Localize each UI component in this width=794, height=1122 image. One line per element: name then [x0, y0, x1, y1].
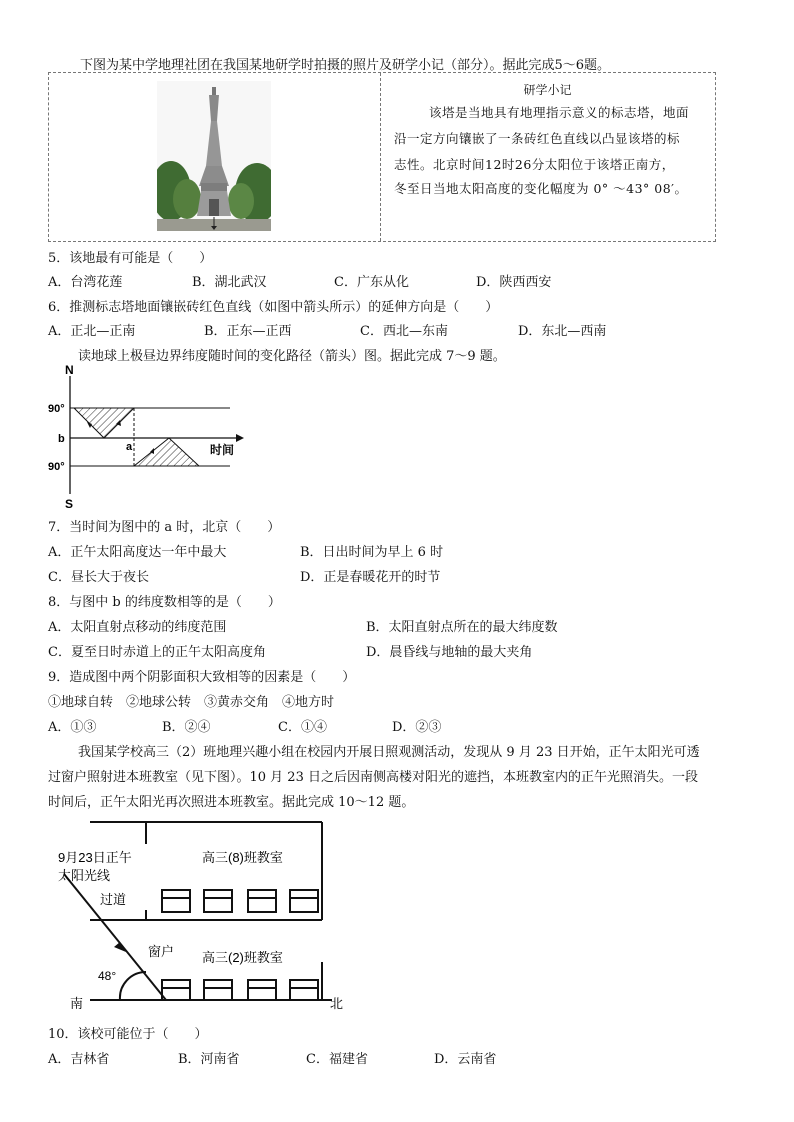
q10-stem: 10．该校可能位于（ ）	[48, 1027, 208, 1042]
fig1-a-label: a	[126, 441, 133, 453]
intro-3-line-2: 过窗户照射进本班教室（见下图）。10 月 23 日之后因南侧高楼对阳光的遮挡，本班教室内的正午光照消失。一段	[48, 770, 698, 785]
fig2-class2-label: 高三(2)班教室	[202, 950, 283, 965]
q6-option-b: B．正东—正西	[204, 324, 292, 339]
q7-option-b: B．日出时间为早上 6 时	[300, 545, 444, 560]
fig2-sun-label-1: 9月23日正午	[58, 850, 132, 865]
fig2-corridor-label: 过道	[100, 892, 127, 907]
study-note-box	[48, 72, 716, 242]
intro-text-1: 下图为某中学地理社团在我国某地研学时拍摄的照片及研学小记（部分）。据此完成5～6题。	[80, 58, 611, 73]
note-title: 研学小记	[523, 83, 572, 97]
q9-option-a: A．①③	[48, 720, 97, 735]
q8-option-b: B．太阳直射点所在的最大纬度数	[366, 620, 558, 635]
q7-option-c: C．昼长大于夜长	[48, 570, 149, 585]
q5-option-b: B．湖北武汉	[192, 275, 267, 290]
fig1-top-90-label: 90°	[48, 403, 65, 415]
fig2-sun-label-2: 太阳光线	[58, 868, 111, 883]
q10-option-c: C．福建省	[306, 1052, 368, 1067]
q6-option-d: D．东北—西南	[518, 324, 607, 339]
q9-factors: ①地球自转 ②地球公转 ③黄赤交角 ④地方时	[48, 695, 335, 710]
q9-option-d: D．②③	[392, 720, 442, 735]
polar-day-diagram	[44, 362, 254, 512]
q10-option-b: B．河南省	[178, 1052, 240, 1067]
note-line-2: 沿一定方向镶嵌了一条砖红色直线以凸显该塔的标	[394, 131, 681, 146]
intro-3-line-1: 我国某学校高三（2）班地理兴趣小组在校园内开展日照观测活动，发现从 9 月 23 日开始，正午太阳光可透	[78, 745, 700, 760]
q6-option-a: A．正北—正南	[48, 324, 136, 339]
q8-option-a: A．太阳直射点移动的纬度范围	[48, 620, 227, 635]
q7-option-d: D．正是春暖花开的时节	[300, 570, 441, 585]
intro-3-line-3: 时间后，正午太阳光再次照进本班教室。据此完成 10～12 题。	[48, 795, 415, 810]
q8-option-d: D．晨昏线与地轴的最大夹角	[366, 645, 533, 660]
q7-stem: 7．当时间为图中的 a 时，北京（ ）	[48, 520, 281, 535]
intro-text-2: 读地球上极昼边界纬度随时间的变化路径（箭头）图。据此完成 7～9 题。	[78, 349, 506, 364]
fig1-bottom-90-label: 90°	[48, 461, 65, 473]
fig1-b-label: b	[58, 433, 65, 445]
q8-stem: 8．与图中 b 的纬度数相等的是（ ）	[48, 595, 281, 610]
classroom-diagram	[50, 812, 360, 1012]
q7-option-a: A．正午太阳高度达一年中最大	[48, 545, 227, 560]
fig1-n-label: N	[65, 363, 74, 377]
q5-option-c: C．广东从化	[334, 275, 409, 290]
q6-stem: 6．推测标志塔地面镶嵌砖红色直线（如图中箭头所示）的延伸方向是（ ）	[48, 300, 499, 315]
q9-stem: 9．造成图中两个阴影面积大致相等的因素是（ ）	[48, 670, 356, 685]
q5-option-d: D．陕西西安	[476, 275, 552, 290]
note-line-3: 志性。北京时间12时26分太阳位于该塔正南方，	[394, 157, 675, 172]
q9-option-b: B．②④	[162, 720, 211, 735]
q10-option-d: D．云南省	[434, 1052, 497, 1067]
fig2-north-label: 北	[330, 996, 344, 1011]
q10-option-a: A．吉林省	[48, 1052, 110, 1067]
fig2-class8-label: 高三(8)班教室	[202, 850, 283, 865]
fig2-angle-label: 48°	[98, 969, 117, 983]
q5-option-a: A．台湾花莲	[48, 275, 123, 290]
q8-option-c: C．夏至日时赤道上的正午太阳高度角	[48, 645, 266, 660]
q5-stem: 5．该地最有可能是（ ）	[48, 251, 213, 266]
fig1-s-label: S	[65, 497, 74, 511]
note-line-4: 冬至日当地太阳高度的变化幅度为 0° ～43° 08′。	[394, 181, 688, 196]
note-line-1: 该塔是当地具有地理指示意义的标志塔，地面	[429, 105, 690, 120]
note-divider	[380, 73, 381, 241]
q9-option-c: C．①④	[278, 720, 327, 735]
q6-option-c: C．西北—东南	[360, 324, 448, 339]
fig2-south-label: 南	[70, 996, 84, 1011]
fig2-window-label: 窗户	[148, 944, 175, 959]
fig1-time-label: 时间	[210, 443, 235, 457]
tower-photo	[157, 81, 271, 231]
